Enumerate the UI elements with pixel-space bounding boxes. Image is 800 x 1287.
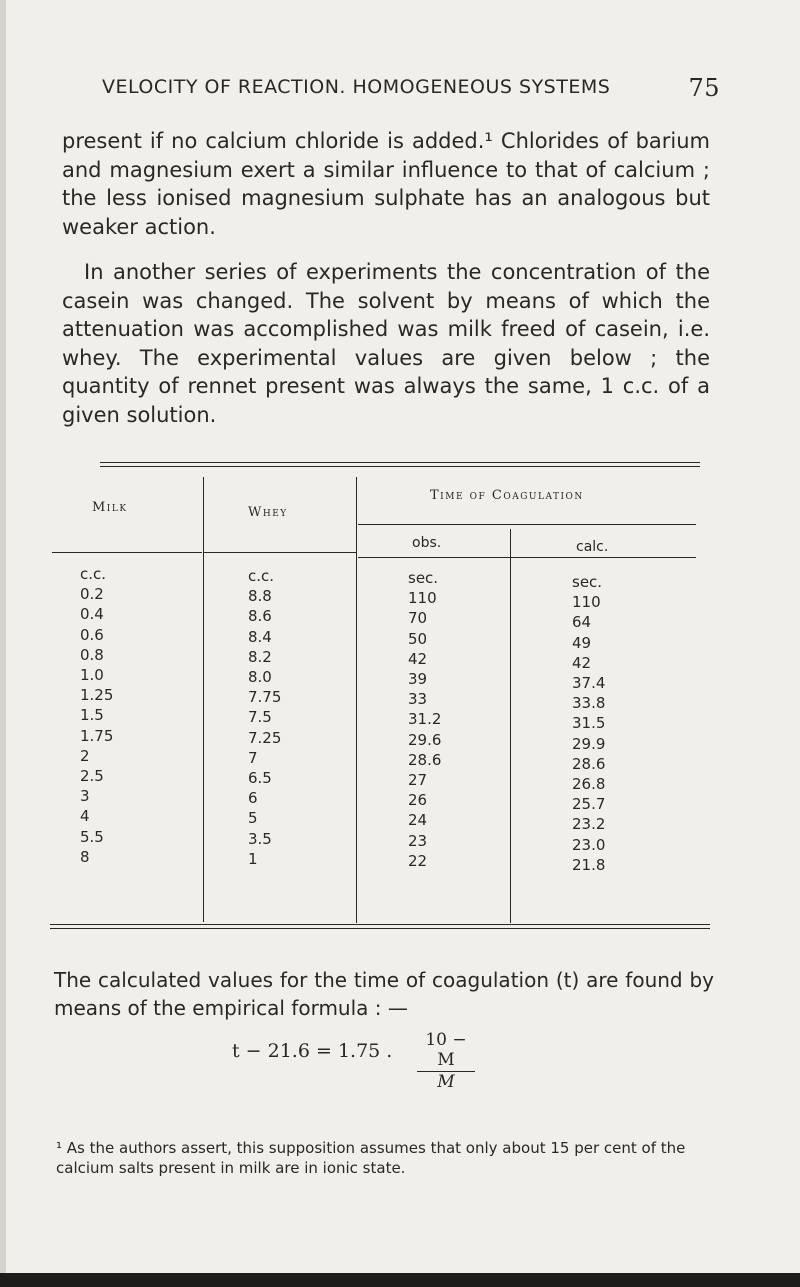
formula-fraction xyxy=(417,1030,475,1092)
milk-cell: 3 xyxy=(80,787,90,806)
obs-column xyxy=(408,568,441,871)
table-top-rule-2 xyxy=(100,466,700,467)
milk-column xyxy=(80,564,113,867)
calc-cell: 26.8 xyxy=(572,775,606,794)
page-bottom-shadow xyxy=(0,1273,800,1287)
vertical-rule-1 xyxy=(203,477,204,922)
whey-cell: 8.0 xyxy=(248,668,272,687)
whey-cell: 7.5 xyxy=(248,708,272,727)
formula-left: t − 21.6 = 1.75 . xyxy=(232,1040,393,1062)
calc-cell: 28.6 xyxy=(572,754,606,773)
obs-cell: 23 xyxy=(408,831,428,850)
milk-cell: 1.5 xyxy=(80,706,104,725)
paragraph-1: present if no calcium chloride is added.¹ Chlorides of barium and magnesium exert a similar influence to that of calcium ; the less ionised magnesium sulphate has an analogous but weaker action. xyxy=(62,129,710,239)
milk-cell: 5.5 xyxy=(80,827,104,846)
obs-cell: 24 xyxy=(408,811,428,830)
whey-cell: 6 xyxy=(248,789,258,808)
calc-cell: sec. xyxy=(572,573,603,591)
calc-cell: 49 xyxy=(572,633,592,652)
milk-cell: 8 xyxy=(80,847,90,866)
whey-cell: 3.5 xyxy=(248,829,272,848)
obs-cell: 29.6 xyxy=(408,730,442,749)
obs-cell: 28.6 xyxy=(408,750,442,769)
calc-header: calc. xyxy=(576,539,609,555)
obs-cell: 50 xyxy=(408,629,428,648)
obs-cell: 110 xyxy=(408,589,437,608)
whey-cell: c.c. xyxy=(248,567,275,585)
calc-cell: 42 xyxy=(572,653,592,672)
calc-cell: 25.7 xyxy=(572,795,606,814)
milk-header-rule xyxy=(52,552,202,553)
milk-cell: 0.2 xyxy=(80,585,104,604)
milk-cell: 1.75 xyxy=(80,726,114,745)
milk-cell: 2.5 xyxy=(80,767,104,786)
vertical-rule-3 xyxy=(510,529,511,923)
obs-cell: 42 xyxy=(408,649,428,668)
whey-cell: 7.25 xyxy=(248,728,282,747)
calc-cell: 110 xyxy=(572,593,601,612)
obs-cell: 39 xyxy=(408,670,428,689)
table-bottom-rule xyxy=(50,924,710,925)
calc-cell: 64 xyxy=(572,613,592,632)
calc-cell: 23.0 xyxy=(572,835,606,854)
milk-header: Milk xyxy=(92,500,128,515)
whey-cell: 8.8 xyxy=(248,587,272,606)
milk-cell: 2 xyxy=(80,746,90,765)
whey-cell: 7 xyxy=(248,748,258,767)
page-number: 75 xyxy=(688,74,720,102)
obs-cell: 22 xyxy=(408,851,428,870)
footnote: ¹ As the authors assert, this supposition assumes that only about 15 per cent of the calcium salts present in milk are in ionic state. xyxy=(56,1139,686,1177)
milk-cell: 0.4 xyxy=(80,605,104,624)
calc-cell: 29.9 xyxy=(572,734,606,753)
obs-cell: sec. xyxy=(408,569,439,587)
whey-cell: 8.6 xyxy=(248,607,272,626)
calc-cell: 31.5 xyxy=(572,714,606,733)
whey-cell: 8.2 xyxy=(248,647,272,666)
calc-cell: 23.2 xyxy=(572,815,606,834)
running-title: VELOCITY OF REACTION. HOMOGENEOUS SYSTEMS xyxy=(102,76,611,98)
whey-header: Whey xyxy=(248,505,288,520)
obs-header: obs. xyxy=(412,535,442,551)
obs-cell: 31.2 xyxy=(408,710,442,729)
table-bottom-rule-2 xyxy=(50,928,710,929)
obs-cell: 26 xyxy=(408,791,428,810)
milk-cell: 4 xyxy=(80,807,90,826)
calc-cell: 21.8 xyxy=(572,855,606,874)
table-top-rule xyxy=(100,462,700,463)
milk-cell: c.c. xyxy=(80,565,107,583)
whey-cell: 7.75 xyxy=(248,688,282,707)
paragraph-2: In another series of experiments the concentration of the casein was changed. The solvent by means of which the attenuation was accomplished was milk freed of casein, i.e. whey. The experimental values are given below ; the quantity of rennet present was always the same, 1 c.c. of a given solution. xyxy=(62,260,710,427)
milk-cell: 0.8 xyxy=(80,645,104,664)
calc-cell: 37.4 xyxy=(572,674,606,693)
milk-cell: 0.6 xyxy=(80,625,104,644)
empirical-formula xyxy=(232,1030,467,1092)
whey-cell: 1 xyxy=(248,849,258,868)
vertical-rule-2 xyxy=(356,477,357,923)
time-subheader-rule xyxy=(358,524,696,525)
whey-cell: 5 xyxy=(248,809,258,828)
obs-cell: 70 xyxy=(408,609,428,628)
formula-numerator: 10 − M xyxy=(417,1030,475,1072)
obs-cell: 33 xyxy=(408,690,428,709)
time-of-coagulation-header: Time of Coagulation xyxy=(430,488,584,503)
calc-column xyxy=(572,572,605,875)
calc-cell: 33.8 xyxy=(572,694,606,713)
formula-intro-text: The calculated values for the time of coagulation (t) are found by means of the empirical formula : — xyxy=(54,968,714,1020)
whey-cell: 8.4 xyxy=(248,627,272,646)
milk-cell: 1.25 xyxy=(80,686,114,705)
formula-denominator: M xyxy=(437,1072,455,1092)
obs-calc-header-rule xyxy=(358,557,696,558)
whey-cell: 6.5 xyxy=(248,769,272,788)
whey-column xyxy=(248,566,281,869)
page-edge xyxy=(0,0,6,1287)
milk-cell: 1.0 xyxy=(80,666,104,685)
obs-cell: 27 xyxy=(408,771,428,790)
whey-header-rule xyxy=(204,552,356,553)
